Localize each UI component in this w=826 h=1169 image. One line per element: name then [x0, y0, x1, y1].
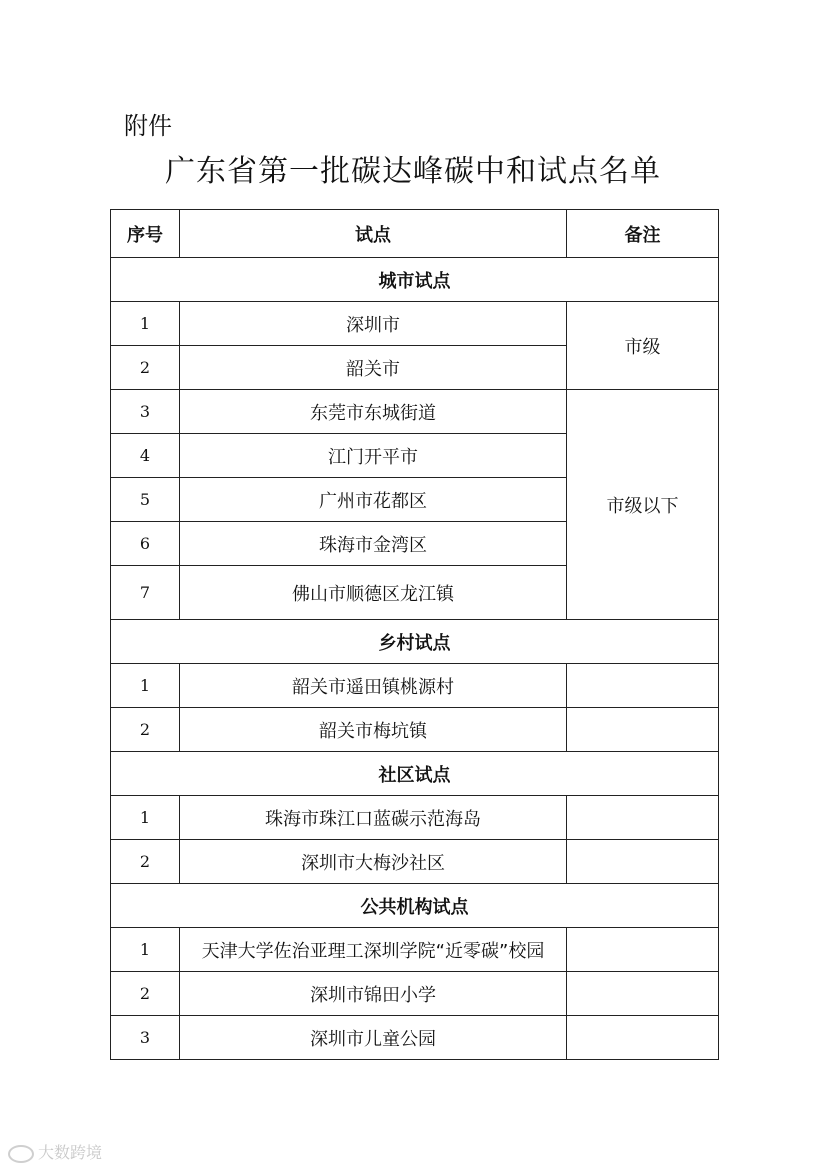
header-remark: 备注	[567, 210, 719, 258]
header-pilot: 试点	[180, 210, 567, 258]
section-row-village	[111, 620, 719, 664]
row-number: 1	[111, 928, 180, 972]
row-number: 2	[111, 346, 180, 390]
row-number: 3	[111, 390, 180, 434]
row-remark: 市级以下	[567, 390, 719, 620]
row-number: 2	[111, 840, 180, 884]
document-title: 广东省第一批碳达峰碳中和试点名单	[165, 154, 661, 189]
row-number: 1	[111, 664, 180, 708]
table-row	[111, 796, 719, 840]
row-name: 韶关市	[180, 346, 567, 390]
row-name: 东莞市东城街道	[180, 390, 567, 434]
table-row	[111, 390, 719, 434]
row-number: 1	[111, 796, 180, 840]
row-number: 3	[111, 1016, 180, 1060]
row-name: 佛山市顺德区龙江镇	[180, 566, 567, 620]
row-name: 韶关市遥田镇桃源村	[180, 664, 567, 708]
logo-icon	[8, 1145, 34, 1163]
row-name: 深圳市儿童公园	[180, 1016, 567, 1060]
row-number: 1	[111, 302, 180, 346]
attachment-label: 附件	[124, 112, 172, 140]
row-name: 江门开平市	[180, 434, 567, 478]
row-remark	[567, 840, 719, 884]
table-row	[111, 708, 719, 752]
row-remark	[567, 664, 719, 708]
table-row	[111, 972, 719, 1016]
section-title: 城市试点	[111, 258, 719, 302]
row-name: 天津大学佐治亚理工深圳学院“近零碳”校园	[180, 928, 567, 972]
row-name: 深圳市大梅沙社区	[180, 840, 567, 884]
row-remark: 市级	[567, 302, 719, 390]
row-number: 2	[111, 708, 180, 752]
header-number: 序号	[111, 210, 180, 258]
table-row	[111, 1016, 719, 1060]
row-number: 7	[111, 566, 180, 620]
section-row-community	[111, 752, 719, 796]
table-header-row	[111, 210, 719, 258]
table-row	[111, 664, 719, 708]
row-name: 广州市花都区	[180, 478, 567, 522]
table-row	[111, 302, 719, 346]
row-number: 5	[111, 478, 180, 522]
watermark-text: 大数跨境	[38, 1143, 103, 1162]
row-name: 深圳市	[180, 302, 567, 346]
row-remark	[567, 796, 719, 840]
row-remark	[567, 928, 719, 972]
row-name: 珠海市金湾区	[180, 522, 567, 566]
row-number: 2	[111, 972, 180, 1016]
row-name: 珠海市珠江口蓝碳示范海岛	[180, 796, 567, 840]
watermark	[8, 1140, 102, 1163]
row-name: 深圳市锦田小学	[180, 972, 567, 1016]
row-remark	[567, 708, 719, 752]
section-title: 社区试点	[111, 752, 719, 796]
section-row-public-institution	[111, 884, 719, 928]
table-row	[111, 928, 719, 972]
table-row	[111, 840, 719, 884]
pilot-list-table	[110, 209, 719, 1060]
section-title: 公共机构试点	[111, 884, 719, 928]
section-title: 乡村试点	[111, 620, 719, 664]
row-name: 韶关市梅坑镇	[180, 708, 567, 752]
section-row-city	[111, 258, 719, 302]
row-number: 6	[111, 522, 180, 566]
row-remark	[567, 1016, 719, 1060]
row-remark	[567, 972, 719, 1016]
row-number: 4	[111, 434, 180, 478]
